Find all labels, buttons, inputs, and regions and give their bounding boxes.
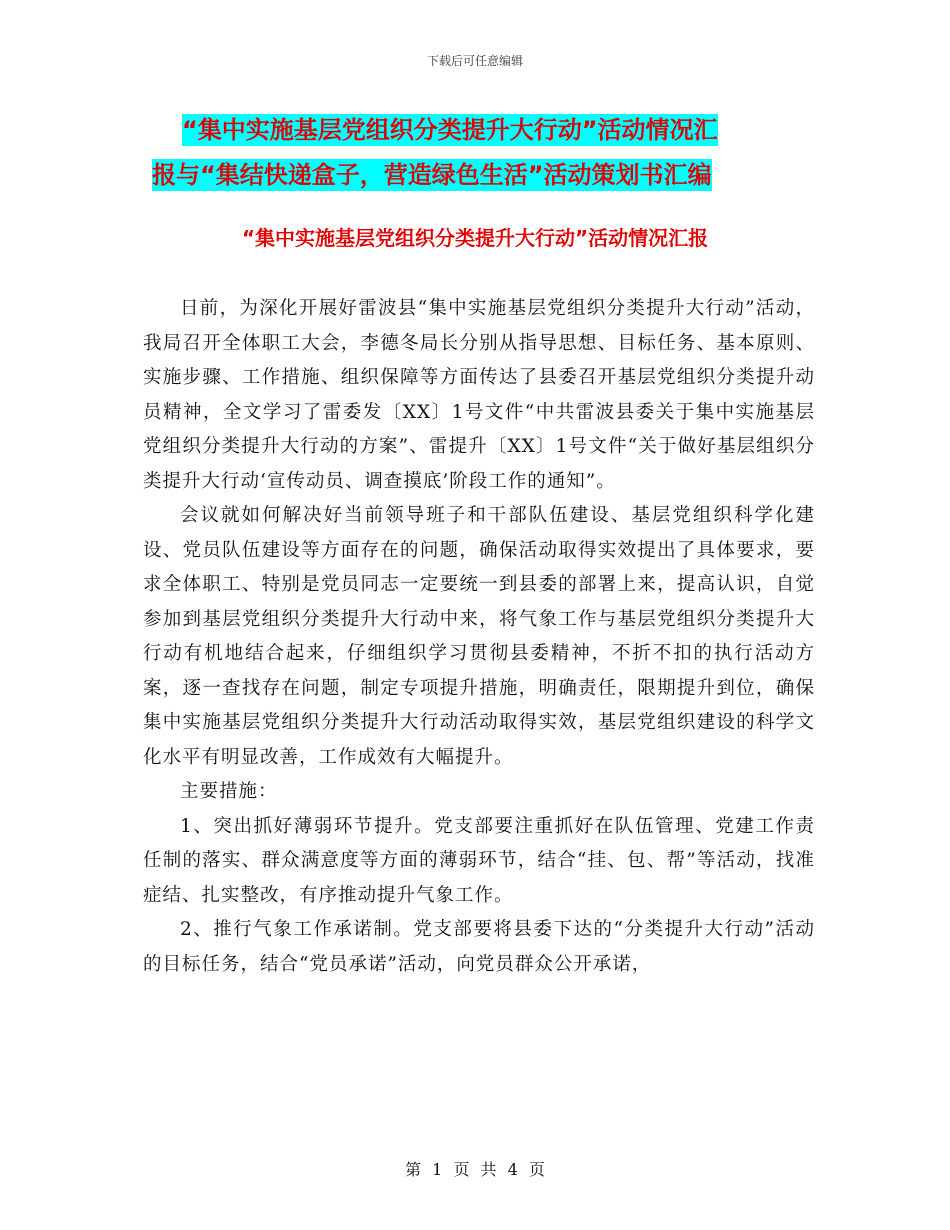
paragraph: 日前，为深化开展好雷波县“集中实施基层党组织分类提升大行动”活动，我局召开全体职工大会，李德冬局长分别从指导思想、目标任务、基本原则、实施步骤、工作措施、组织保障等方面传达了县委召开基层党组织分类提升动员精神，全文学习了雷委发〔XX〕1号文件“中共雷波县委关于集中实施基层党组织分类提升大行动的方案”、雷提升〔XX〕1号文件“关于做好基层组织分类提升大行动‘宣传动员、调查摸底’阶段工作的通知”。: [143, 298, 815, 492]
title-highlight-2: 报与“集结快递盒子，营造绿色生活”活动策划书汇编: [152, 161, 712, 189]
paragraph: 会议就如何解决好当前领导班子和干部队伍建设、基层党组织科学化建设、党员队伍建设等方面存在的问题，确保活动取得实效提出了具体要求，要求全体职工、特别是党员同志一定要统一到县委的部署上来，提高认识，自觉参加到基层党组织分类提升大行动中来，将气象工作与基层党组织分类提升大行动有机地结合起来，仔细组织学习贯彻县委精神，不折不扣的执行活动方案，逐一查找存在问题，制定专项提升措施，明确责任，限期提升到位，确保集中实施基层党组织分类提升大行动活动取得实效，基层党组织建设的科学文化水平有明显改善，工作成效有大幅提升。: [143, 505, 815, 768]
document-title-line-1: [120, 108, 840, 153]
document-title-line-2: [120, 153, 840, 198]
document-body: [143, 292, 815, 982]
section-title: “集中实施基层党组织分类提升大行动”活动情况汇报: [241, 226, 709, 250]
document-title: [120, 108, 840, 198]
paragraph: 主要措施：: [180, 781, 278, 802]
page-number: 第 1 页 共 4 页: [405, 1160, 545, 1179]
paragraph: 1、突出抓好薄弱环节提升。党支部要注重抓好在队伍管理、党建工作责任制的落实、群众满意度等方面的薄弱环节，结合“挂、包、帮”等活动，找准症结、扎实整改，有序推动提升气象工作。: [143, 815, 815, 906]
paragraph: 2、推行气象工作承诺制。党支部要将县委下达的“分类提升大行动”活动的目标任务，结合“党员承诺”活动，向党员群众公开承诺，: [143, 919, 815, 975]
page-header-note: 下载后可任意编辑: [426, 54, 523, 68]
title-highlight-1: “集中实施基层党组织分类提升大行动”活动情况汇: [182, 116, 718, 144]
